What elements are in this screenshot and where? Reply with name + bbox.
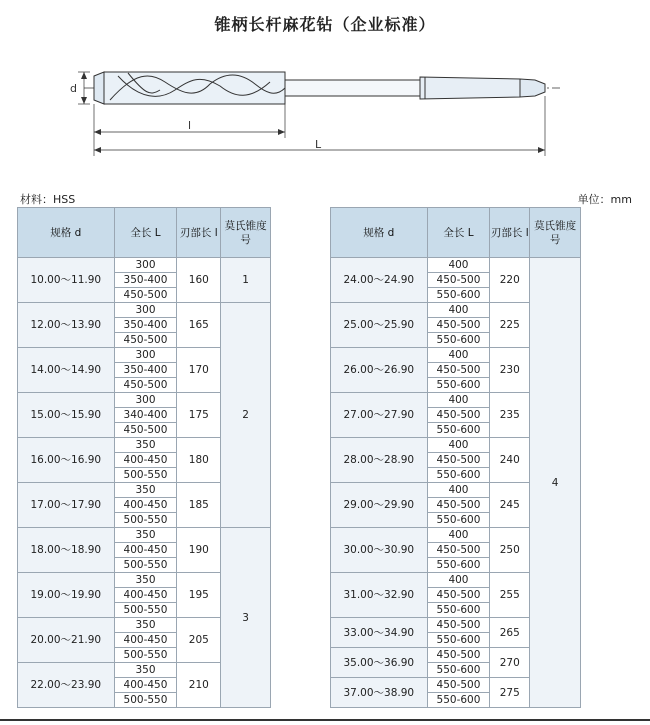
spec-cell: 37.00～38.90	[331, 678, 428, 708]
label-L: L	[315, 138, 322, 151]
length-cell: 550-600	[427, 663, 490, 678]
table-row	[18, 528, 271, 543]
header-spec: 规格 d	[18, 208, 115, 258]
flute-length-cell: 265	[490, 618, 530, 648]
spec-cell: 26.00～26.90	[331, 348, 428, 393]
length-cell: 400-450	[114, 678, 177, 693]
length-cell: 400-450	[114, 498, 177, 513]
spec-cell: 17.00～17.90	[18, 483, 115, 528]
flute-length-cell: 220	[490, 258, 530, 303]
spec-cell: 12.00～13.90	[18, 303, 115, 348]
morse-cell: 4	[530, 258, 581, 708]
table-row	[18, 303, 271, 318]
length-cell: 450-500	[114, 333, 177, 348]
drill-drawing	[0, 40, 650, 160]
morse-cell: 3	[221, 528, 271, 708]
length-cell: 350	[114, 663, 177, 678]
length-cell: 450-500	[427, 588, 490, 603]
length-cell: 350	[114, 618, 177, 633]
length-cell: 450-500	[427, 498, 490, 513]
spec-cell: 28.00～28.90	[331, 438, 428, 483]
length-cell: 400	[427, 438, 490, 453]
length-cell: 450-500	[427, 273, 490, 288]
length-cell: 550-600	[427, 603, 490, 618]
length-cell: 500-550	[114, 513, 177, 528]
length-cell: 450-500	[114, 288, 177, 303]
length-cell: 500-550	[114, 693, 177, 708]
length-cell: 350	[114, 438, 177, 453]
spec-cell: 25.00～25.90	[331, 303, 428, 348]
flute-length-cell: 240	[490, 438, 530, 483]
flute-length-cell: 225	[490, 303, 530, 348]
length-cell: 400	[427, 528, 490, 543]
length-cell: 450-500	[427, 678, 490, 693]
spec-cell: 16.00～16.90	[18, 438, 115, 483]
length-cell: 550-600	[427, 378, 490, 393]
flute-length-cell: 190	[177, 528, 221, 573]
flute-length-cell: 250	[490, 528, 530, 573]
flute-length-cell: 230	[490, 348, 530, 393]
spec-cell: 20.00～21.90	[18, 618, 115, 663]
material-label: 材料：HSS	[20, 193, 76, 206]
length-cell: 550-600	[427, 288, 490, 303]
header-spec: 规格 d	[331, 208, 428, 258]
morse-cell: 2	[221, 303, 271, 528]
spec-cell: 27.00～27.90	[331, 393, 428, 438]
flute-length-cell: 185	[177, 483, 221, 528]
table-row	[331, 258, 581, 273]
header-flute-length: 刃部长 l	[177, 208, 221, 258]
length-cell: 500-550	[114, 603, 177, 618]
length-cell: 550-600	[427, 423, 490, 438]
spec-table-right	[330, 207, 581, 708]
length-cell: 550-600	[427, 633, 490, 648]
length-cell: 500-550	[114, 648, 177, 663]
spec-cell: 33.00～34.90	[331, 618, 428, 648]
flute-length-cell: 170	[177, 348, 221, 393]
length-cell: 450-500	[427, 363, 490, 378]
spec-cell: 35.00～36.90	[331, 648, 428, 678]
spec-table-left	[17, 207, 271, 708]
length-cell: 400	[427, 258, 490, 273]
page-title: 锥柄长杆麻花钻（企业标准）	[214, 15, 436, 34]
length-cell: 400-450	[114, 633, 177, 648]
length-cell: 400	[427, 483, 490, 498]
flute-length-cell: 210	[177, 663, 221, 708]
morse-cell: 1	[221, 258, 271, 303]
header-morse: 莫氏锥度号	[221, 208, 271, 258]
length-cell: 450-500	[427, 453, 490, 468]
spec-cell: 22.00～23.90	[18, 663, 115, 708]
length-cell: 400-450	[114, 543, 177, 558]
spec-cell: 29.00～29.90	[331, 483, 428, 528]
length-cell: 300	[114, 393, 177, 408]
length-cell: 350	[114, 528, 177, 543]
spec-cell: 14.00～14.90	[18, 348, 115, 393]
flute-length-cell: 195	[177, 573, 221, 618]
header-total-length: 全长 L	[427, 208, 490, 258]
length-cell: 300	[114, 303, 177, 318]
length-cell: 450-500	[114, 423, 177, 438]
length-cell: 400-450	[114, 588, 177, 603]
length-cell: 450-500	[427, 618, 490, 633]
length-cell: 550-600	[427, 558, 490, 573]
length-cell: 450-500	[427, 543, 490, 558]
flute-length-cell: 235	[490, 393, 530, 438]
spec-cell: 24.00～24.90	[331, 258, 428, 303]
flute-length-cell: 160	[177, 258, 221, 303]
length-cell: 350-400	[114, 363, 177, 378]
spec-cell: 18.00～18.90	[18, 528, 115, 573]
flute-length-cell: 205	[177, 618, 221, 663]
length-cell: 400	[427, 348, 490, 363]
length-cell: 340-400	[114, 408, 177, 423]
length-cell: 350-400	[114, 318, 177, 333]
length-cell: 300	[114, 348, 177, 363]
spec-cell: 19.00～19.90	[18, 573, 115, 618]
table-row	[18, 258, 271, 273]
length-cell: 400	[427, 303, 490, 318]
length-cell: 550-600	[427, 468, 490, 483]
header-morse: 莫氏锥度号	[530, 208, 581, 258]
spec-cell: 10.00～11.90	[18, 258, 115, 303]
length-cell: 550-600	[427, 513, 490, 528]
header-flute-length: 刃部长 l	[490, 208, 530, 258]
length-cell: 450-500	[427, 648, 490, 663]
length-cell: 400-450	[114, 453, 177, 468]
bottom-rule	[0, 719, 650, 721]
flute-length-cell: 245	[490, 483, 530, 528]
flute-length-cell: 275	[490, 678, 530, 708]
spec-cell: 15.00～15.90	[18, 393, 115, 438]
length-cell: 500-550	[114, 558, 177, 573]
length-cell: 400	[427, 393, 490, 408]
length-cell: 450-500	[427, 408, 490, 423]
unit-label: 单位：mm	[577, 193, 632, 206]
flute-length-cell: 180	[177, 438, 221, 483]
header-total-length: 全长 L	[114, 208, 177, 258]
length-cell: 350-400	[114, 273, 177, 288]
spec-cell: 30.00～30.90	[331, 528, 428, 573]
length-cell: 350	[114, 573, 177, 588]
flute-length-cell: 165	[177, 303, 221, 348]
length-cell: 350	[114, 483, 177, 498]
length-cell: 550-600	[427, 693, 490, 708]
length-cell: 450-500	[427, 318, 490, 333]
flute-length-cell: 175	[177, 393, 221, 438]
flute-length-cell: 270	[490, 648, 530, 678]
length-cell: 450-500	[114, 378, 177, 393]
length-cell: 300	[114, 258, 177, 273]
length-cell: 400	[427, 573, 490, 588]
label-l: l	[188, 119, 192, 132]
label-d: d	[70, 82, 77, 95]
spec-cell: 31.00～32.90	[331, 573, 428, 618]
length-cell: 500-550	[114, 468, 177, 483]
length-cell: 550-600	[427, 333, 490, 348]
flute-length-cell: 255	[490, 573, 530, 618]
